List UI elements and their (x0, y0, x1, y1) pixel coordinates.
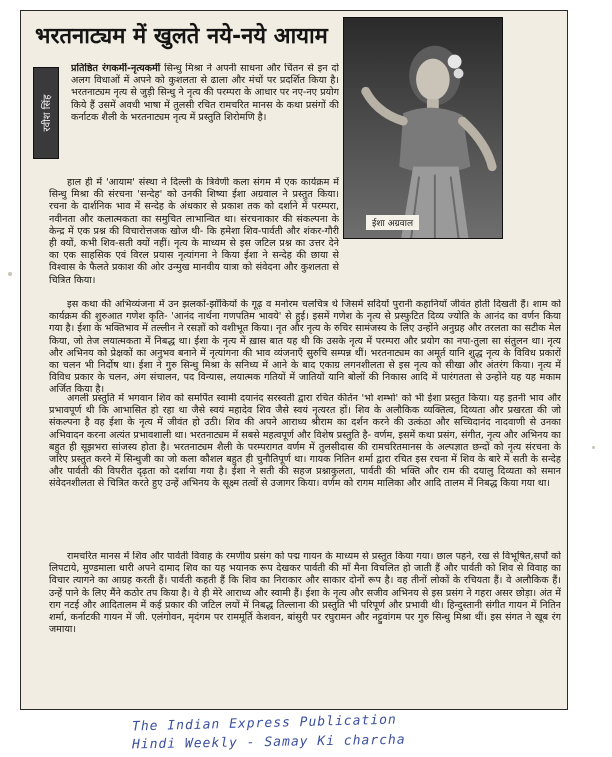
article-paragraph-4: अगली प्रस्तुति में भगवान शिव को समर्पित स्वामी दयानंद सरस्वती द्वारा रचित कीर्तन 'भो शम्भो' को भी ईशा प्रस्तुत किया। यह इतनी भाव और प्रभावपूर्ण थी कि आभासित हो रहा था जैसे स्वयं महादेव शिव जैसे स्वयं नृत्यरत हों। शिव के अलौकिक व्यक्तित्व, दिव्यता और प्रखरता की जो संकल्पना है वह ईशा के नृत्य में जीवंत हो उठी। शिव की अपने आराध्य श्रीराम का दर्शन करने की उत्कंठा और सच्चिदानंद नादवाणी से उनका अभिवादन करना अत्यंत प्रभावशाली था। भरतनाट्यम में सबसे महत्वपूर्ण और विशेष प्रस्तुति है- वर्णम, इसमें कथा प्रसंग, संगीत, नृत्य और अभिनय का बहुत ही सूझभरा सांजस्य होता है। भरतनाट्यम शैली के परम्परागत वर्णम में तुलसीदास की रामचरितमानस के अल्पज्ञात छन्दों को नृत्य संरचना के जरिए प्रस्तुत करने में सिन्धुजी का जो कला कौशल बहुत ही चुनौतिपूर्ण था। गायक नितिन शर्मा द्वारा रचित इस रचना में शिव के बारे में सती के सन्देह और पार्वती की विपरीत दृढ़ता को दर्शाया गया है। ईशा ने सती की सहज प्रश्नाकुलता, पार्वती की भक्ति और राम की दयालु दिव्यता को समान संवेदनशीलता से चित्रित करते हुए उन्हें अभिनय के सूक्ष्म तत्वों से उजागर किया। वर्णम को रागम मालिका और आदि तालम में निबद्ध किया गया था। (49, 393, 561, 490)
scan-speck (592, 446, 595, 449)
article-paragraph-2: हाल ही में 'आयाम' संस्था ने दिल्ली के त्रिवेणी कला संगम में एक कार्यक्रम में सिन्धु मिश्रा की संरचना 'सन्देह' को उनकी शिष्या ईशा अग्रवाल ने प्रस्तुत किया। रचना के दार्शनिक भाव में सन्देह के अंधकार से प्रकाश तक को दर्शाने में परम्परा, नवीनता और कलात्मकता का समुचित लाभान्वित था। संरचनाकार की संकल्पना के केन्द्र में एक प्रश्न की विचारोत्तजक खोज थी- कि हमेशा शिव-पार्वती और शंकर-गौरी ही क्यों, कभी शिव-सती क्यों नहीं। नृत्य के माध्यम से इस जटिल प्रश्न का उत्तर देने का एक साहसिक एवं विरल प्रयास नृत्यांगना ने किया ईशा ने सन्देह की छाया से विश्वास के फैलते प्रकाश की ओर उन्मुख मानवीय यात्रा को संवेदना और कुशलता से चित्रित किया। (49, 177, 339, 286)
article-paragraph-3: इस कथा की अभिव्यंजना में उन झलकों-झाँकियों के गूढ़ व मनोरम चलचित्र थे जिसमें सदियों पुरानी कहानियाँ जीवंत होती दिखती हैं। शाम को कार्यक्रम की शुरुआत गणेश कृति- 'आनंद नार्थना गणपतिम भावये' से हुई। इसमें गणेश के नृत्य से प्रस्फुटित दिव्य ज्योति के आनंद का वर्णन किया गया है। ईशा के भक्तिभाव में तल्लीन ने रसज्ञों को वशीभूत किया। नृत और नृत्य के रुचिर सामंजस्य के लिए उन्होंने अनुग्रह और तरलता का सटीक मेल किया, जो तेज लयात्मकता में निबद्ध था। ईशा के नृत्य में ख़ास बात यह थी कि उसके नृत्य में परम्परा और प्रयोग का नपा-तुला सा संतुलन था। नृत्य और अभिनय को प्रेक्षकों का अनुभव बनाने में नृत्यांगना की भाव व्यंजनाएँ सुरुचि सम्पन्न थीं। भरतनाट्यम का अमूर्त यानि शुद्ध नृत्य के विविध प्रकारों का चलन भी निर्दोष था। ईशा ने गुरु सिन्धु मिश्रा के सनिध्य में आने के बाद एकाग्र लगनशीलता से इस नृत्य को सीखा और अंतरंग किया। नृत्य में विविध प्रकार के चलन, अंग संचालन, पद विन्यास, लयात्मक गतियों में जातियों यानि बोलों की निकास आदि में पारंगतता से उन्होंने यह यह मकाम अर्जित किया है। (49, 299, 561, 395)
author-name: रवीश सिंह (42, 94, 53, 132)
dancer-figure-illustration (344, 18, 502, 238)
dancer-photo (343, 17, 503, 239)
newspaper-clipping (20, 10, 568, 710)
photo-caption: ईशा अग्रवाल (366, 215, 419, 230)
article-paragraph-1 (71, 63, 339, 177)
lead-text: प्रतिष्ठित रंगकर्मी-नृत्यकर्मी (71, 63, 161, 74)
author-byline (33, 67, 59, 159)
handwritten-source-note-line-2: Hindi Weekly - Samay Ki charcha (131, 732, 406, 753)
paragraph-1-text: सिन्धु मिश्रा ने अपनी साधना और चिंतन से इन दो अलग विधाओं में अपने को कुशलता से ढाला और मंचों पर प्रदर्शित किया है। भरतनाट्यम नृत्य से जुड़ी सिन्धु ने नृत्य की परम्परा के आधार पर नए-नए प्रयोग किये हैं उसमें अवधी भाषा में तुलसी रचित रामचरित मानस के कथा प्रसंगों की कर्नाटक शैली के भरतनाट्यम नृत्य में प्रस्तुति शिरोमणि है। (71, 63, 339, 123)
article-headline: भरतनाट्यम में खुलते नये-नये आयाम (35, 24, 328, 49)
article-paragraph-5: रामचरित मानस में शिव और पार्वती विवाह के रमणीय प्रसंग को पद्म गायन के माध्यम से प्रस्तुत किया गया। छाल पहने, रख से विभूषित,सर्पों को लिपटाये, मुण्डमाला धारी अपने दामाद शिव का यह भयानक रूप देखकर पार्वती की माँ मैना विचलित हो जाती हैं और पार्वती को शिव से विवाह का विचार त्यागने का आग्रह करती हैं। पार्वती कहती हैं कि शिव का निराकार और साकार दोनों रूप है। वह तीनों लोकों के रचियता हैं। वे अलौकिक हैं। उन्हें पाने के लिए मैंने कठोर तप किया है। वे ही मेरे आराध्य और स्वामी हैं। ईशा के नृत्य और सजीव अभिनय से इस प्रसंग ने गहरा असर छोड़ा। अंत में राग नटई और आदितालम में कई प्रकार की जटिल लयों में निबद्ध तिल्लाना की प्रस्तुति भी परिपूर्ण और प्रभावी थी। हिन्दुस्तानी संगीत गायन में नितिन शर्मा, कर्नाटकी गायन में जी. एलंगोवन, मृदंगम पर राममूर्ति केशवन, बांसुरी पर रघुरामन और नट्टुवांगम पर गुरु सिन्धु मिश्रा थीं। इस संगत ने खूब रंग जमाया। (49, 551, 561, 636)
scan-speck (8, 272, 12, 276)
handwritten-source-note-line-1: The Indian Express Publication (131, 712, 397, 735)
